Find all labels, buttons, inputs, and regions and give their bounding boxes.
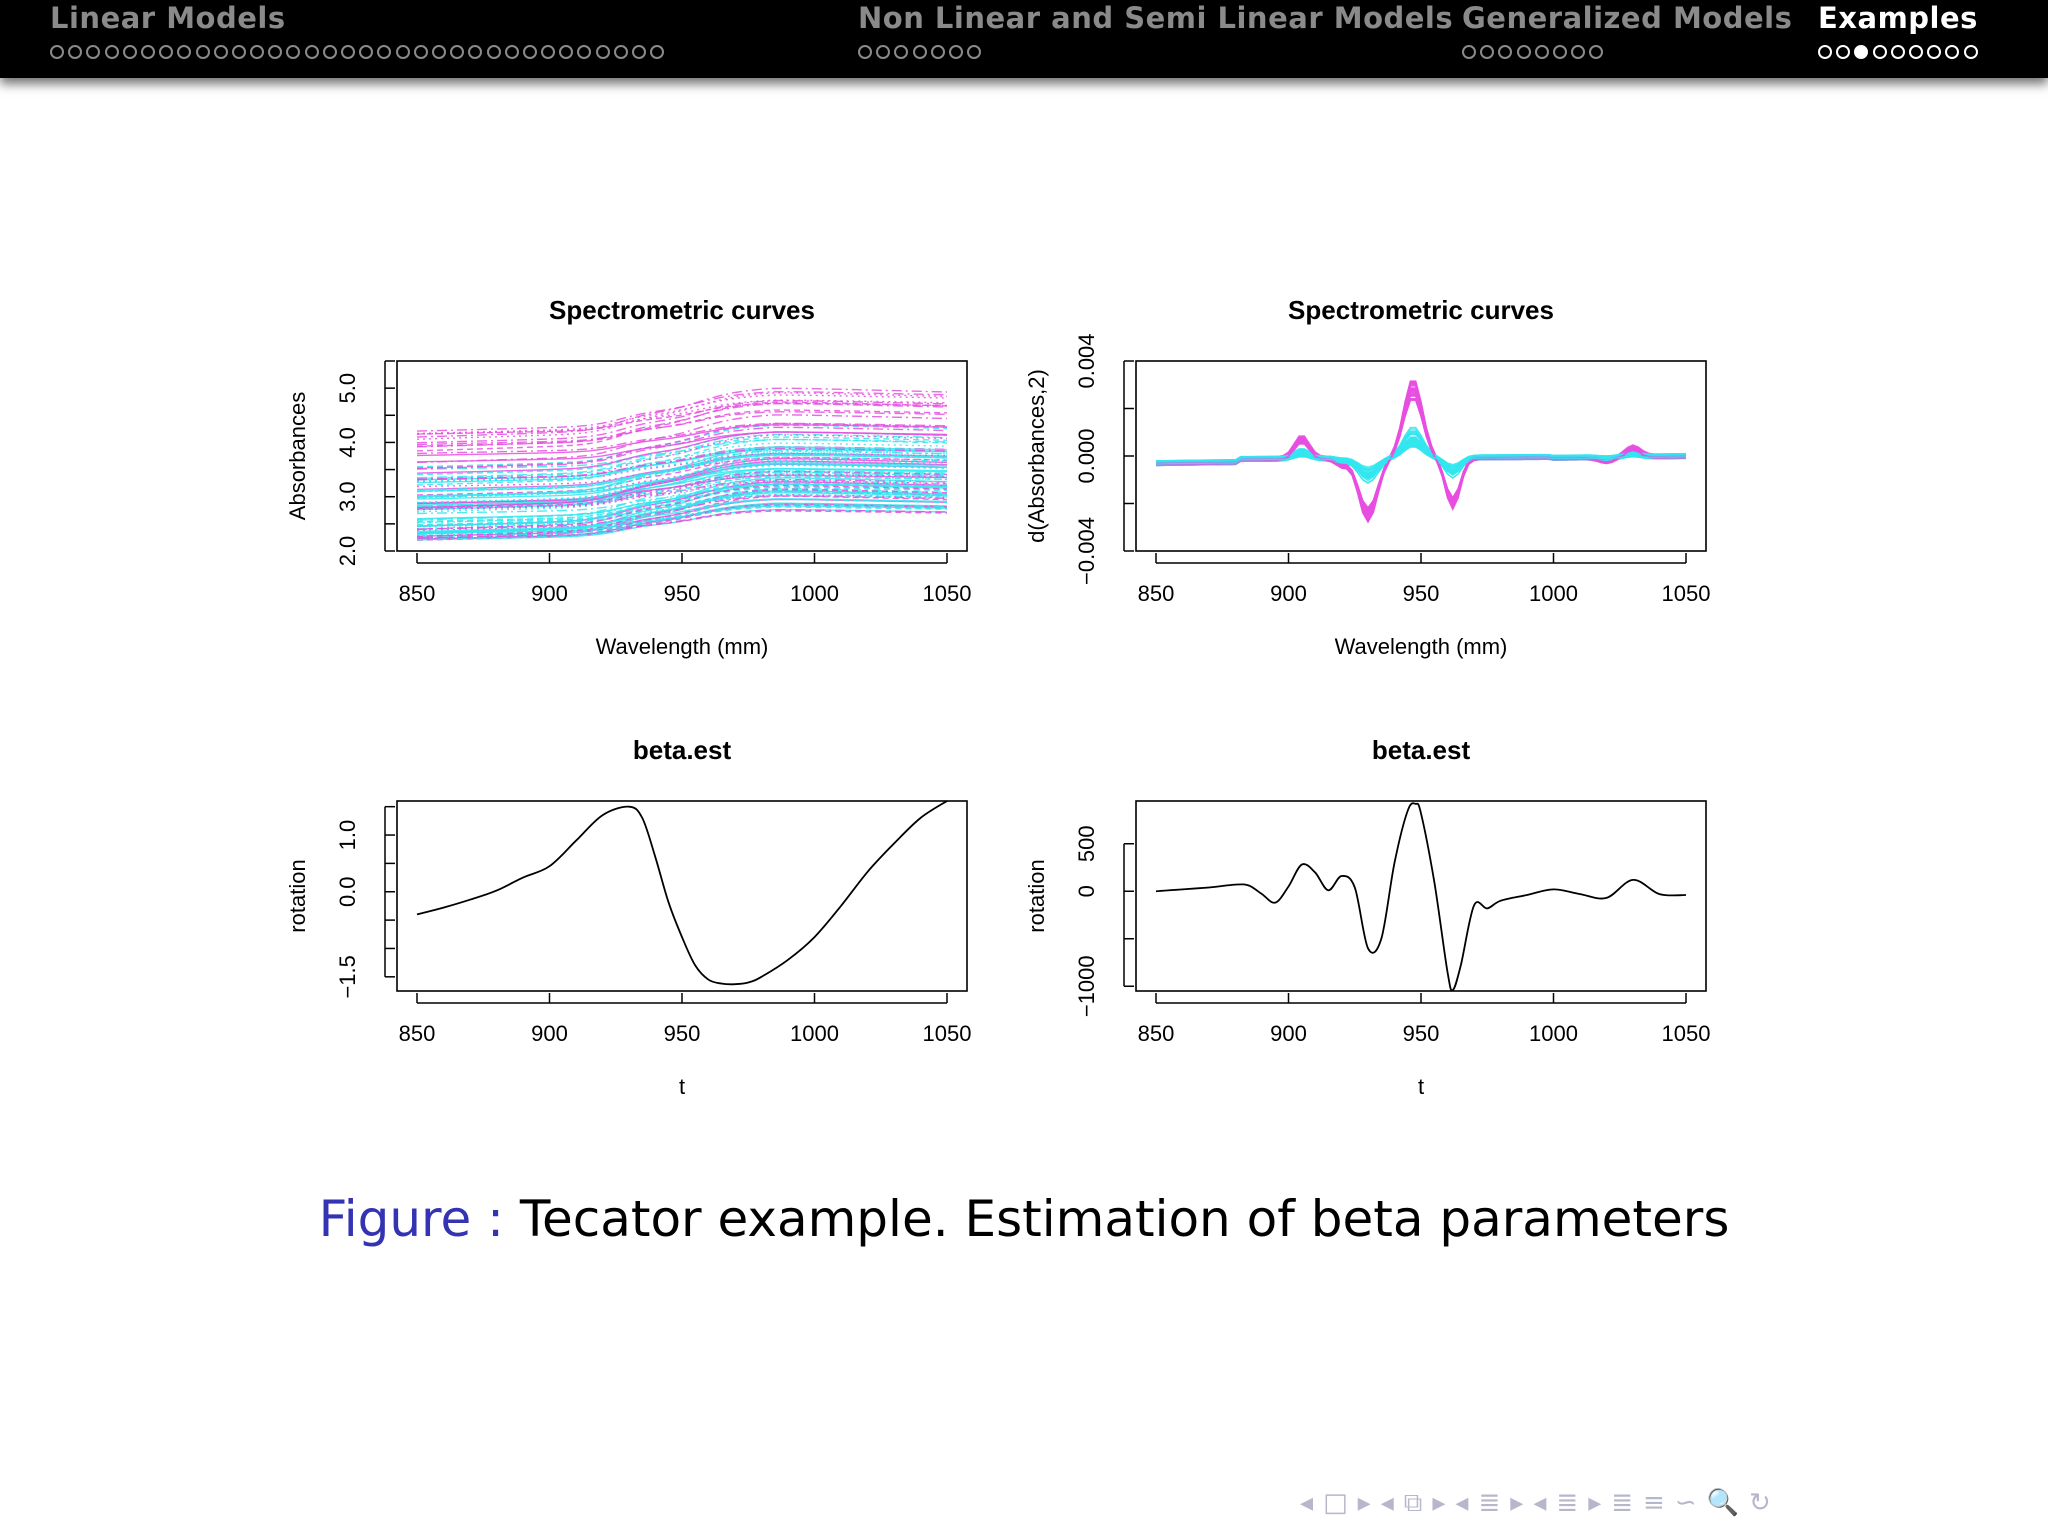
x-tick-label: 900 [531, 581, 568, 606]
chart-title: Spectrometric curves [1288, 295, 1554, 325]
nav-control-icon[interactable]: ◂ [1300, 1488, 1314, 1518]
derivative-curve [1156, 400, 1686, 509]
nav-control-icon[interactable]: ⧉ [1403, 1488, 1423, 1518]
x-axis-label: t [1417, 1074, 1425, 1099]
y-tick-label: 4.0 [335, 427, 360, 458]
x-tick-label: 1000 [1529, 581, 1578, 606]
x-tick-label: 1050 [1661, 1021, 1711, 1046]
beta-estimate-line [1156, 803, 1686, 990]
derivative-curve [1156, 390, 1686, 518]
chart-title: beta.est [1371, 735, 1471, 765]
beta-estimate-line [417, 801, 947, 984]
x-tick-label: 1000 [790, 581, 839, 606]
chart-panel-3 [1024, 735, 1710, 1099]
chart-panel-0 [285, 295, 971, 659]
x-tick-label: 900 [531, 1021, 568, 1046]
y-tick-label: 0.000 [1074, 428, 1099, 484]
derivative-curve [1156, 433, 1686, 477]
section-title[interactable]: Linear Models [50, 1, 286, 35]
spectrum-curve [417, 395, 947, 433]
section-title[interactable]: Non Linear and Semi Linear Models [858, 1, 1454, 35]
nav-control-icon[interactable]: ◂ [1455, 1488, 1469, 1518]
nav-control-icon[interactable]: ≡ [1643, 1488, 1665, 1518]
x-tick-label: 850 [1137, 581, 1175, 606]
spectrum-curve [417, 388, 947, 437]
x-tick-label: 1050 [922, 1021, 972, 1046]
nav-control-icon[interactable]: ≣ [1556, 1488, 1579, 1518]
y-tick-label: 500 [1074, 825, 1099, 863]
nav-control-icon[interactable]: 🔍 [1706, 1488, 1740, 1518]
chart-panel-2 [285, 735, 971, 1099]
nav-control-icon[interactable]: ◂ [1380, 1488, 1394, 1518]
derivative-curve [1156, 431, 1686, 477]
y-tick-label: 0 [1074, 885, 1099, 898]
y-axis-label: d(Absorbances,2) [1024, 369, 1049, 543]
figure-caption [0, 1190, 2048, 1248]
section-title[interactable]: Generalized Models [1462, 1, 1793, 35]
x-tick-label: 850 [398, 1021, 436, 1046]
nav-control-icon[interactable]: □ [1323, 1488, 1348, 1518]
x-tick-label: 900 [1270, 581, 1307, 606]
nav-control-icon[interactable]: ≣ [1611, 1488, 1634, 1518]
plot-frame [1136, 801, 1706, 991]
y-tick-label: 0.004 [1074, 333, 1099, 389]
nav-control-icon[interactable]: ↻ [1749, 1488, 1771, 1518]
derivative-curve [1156, 439, 1686, 470]
chart-title: beta.est [632, 735, 732, 765]
figure-caption-text: Tecator example. Estimation of beta parameters [519, 1190, 1730, 1248]
beamer-navigation-controls[interactable] [1300, 1488, 2040, 1524]
y-axis-label: rotation [285, 859, 310, 933]
y-tick-label: −1.5 [335, 955, 360, 999]
y-tick-label: 2.0 [335, 535, 360, 567]
y-tick-label: 0.0 [335, 876, 360, 908]
x-tick-label: 950 [663, 1021, 701, 1046]
x-tick-label: 950 [1402, 1021, 1440, 1046]
x-tick-label: 850 [1137, 1021, 1175, 1046]
x-tick-label: 1050 [922, 581, 972, 606]
x-tick-label: 1000 [1529, 1021, 1578, 1046]
nav-control-icon[interactable]: ≣ [1478, 1488, 1501, 1518]
nav-control-icon[interactable]: ∽ [1674, 1488, 1697, 1518]
x-axis-label: Wavelength (mm) [1334, 634, 1508, 659]
nav-control-icon[interactable]: ▸ [1357, 1488, 1371, 1518]
y-tick-label: −0.004 [1074, 517, 1099, 585]
nav-control-icon[interactable]: ◂ [1533, 1488, 1547, 1518]
y-axis-label: rotation [1024, 859, 1049, 933]
x-tick-label: 1000 [790, 1021, 839, 1046]
nav-control-icon[interactable]: ▸ [1432, 1488, 1446, 1518]
x-tick-label: 1050 [1661, 581, 1711, 606]
nav-control-icon[interactable]: ▸ [1588, 1488, 1602, 1518]
figure-label: Figure : [318, 1190, 504, 1248]
x-tick-label: 850 [398, 581, 436, 606]
chart-title: Spectrometric curves [549, 295, 815, 325]
nav-control-icon[interactable]: ▸ [1510, 1488, 1524, 1518]
section-title[interactable]: Examples [1818, 1, 1978, 35]
y-axis-label: Absorbances [285, 391, 310, 521]
x-tick-label: 900 [1270, 1021, 1307, 1046]
y-tick-label: 5.0 [335, 372, 360, 404]
y-tick-label: 1.0 [335, 819, 360, 851]
x-tick-label: 950 [663, 581, 701, 606]
derivative-curve [1156, 429, 1686, 478]
y-tick-label: 3.0 [335, 481, 360, 513]
x-axis-label: t [678, 1074, 686, 1099]
x-axis-label: Wavelength (mm) [595, 634, 769, 659]
y-tick-label: −1000 [1074, 955, 1099, 1018]
x-tick-label: 950 [1402, 581, 1440, 606]
chart-panel-1 [1024, 295, 1710, 659]
